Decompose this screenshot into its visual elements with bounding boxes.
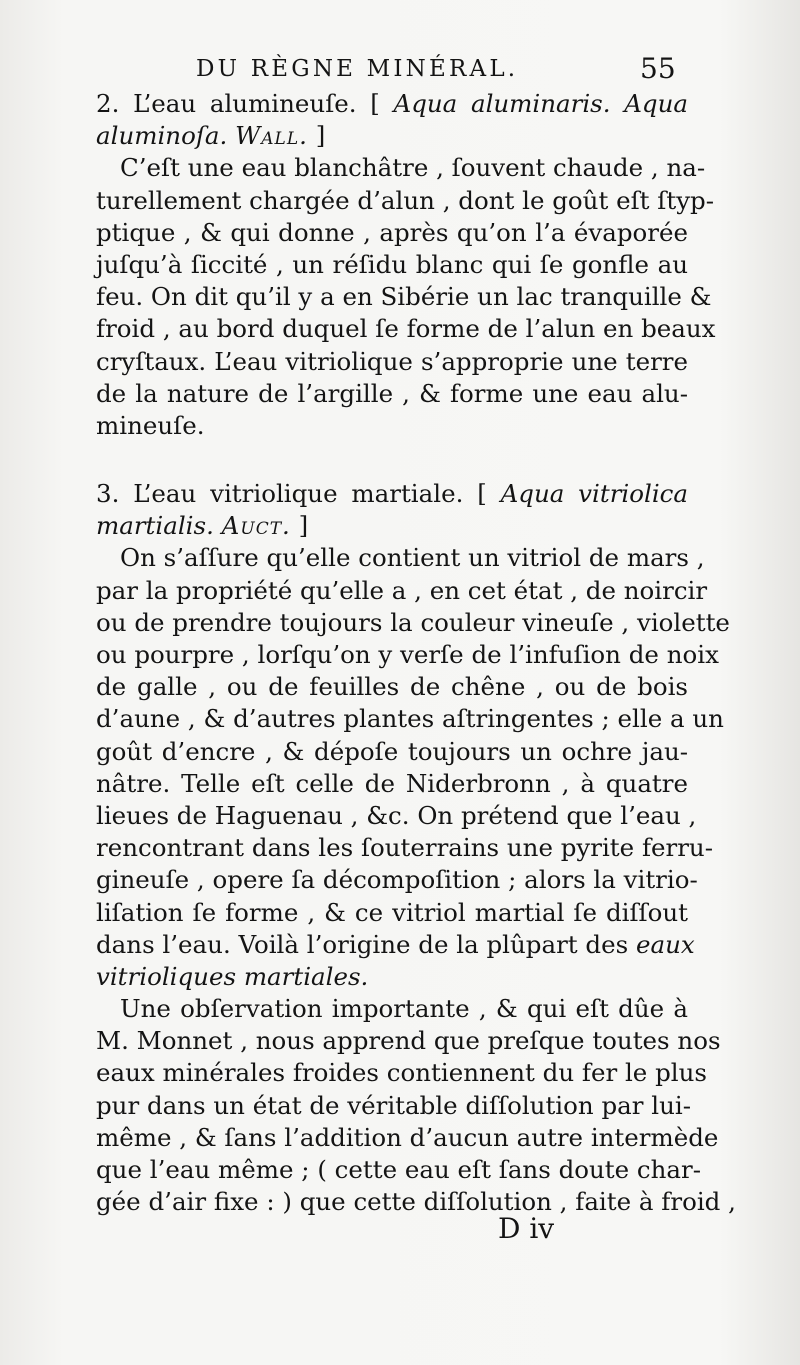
text-line: de la nature de l’argille , & forme une eau alu- bbox=[96, 378, 688, 408]
section-title: L’eau vitriolique martiale. [ bbox=[119, 479, 501, 509]
text-line: turellement chargée d’alun , dont le goût eſt ſtyp- bbox=[96, 185, 715, 215]
text-line: mineuſe. bbox=[96, 410, 205, 440]
running-head: DU RÈGNE MINÉRAL. bbox=[196, 56, 519, 82]
text-line: gineuſe , opere ſa décompoſition ; alors la vitrio- bbox=[96, 865, 698, 895]
text-line: gée d’air fixe : ) que cette diſſolution , faite à froid , bbox=[96, 1187, 736, 1217]
latin-name: aluminoſa. bbox=[96, 121, 228, 151]
text-line-italic: vitrioliques martiales. bbox=[96, 961, 369, 991]
italic-term: eaux bbox=[635, 929, 695, 959]
text-line: cryſtaux. L’eau vitriolique s’approprie une terre bbox=[96, 346, 688, 376]
section-2-heading-cont bbox=[96, 120, 688, 152]
latin-name: Aqua vitriolica bbox=[500, 479, 689, 509]
text-line: lieues de Haguenau , &c. On prétend que l’eau , bbox=[96, 800, 697, 830]
section-number: 3. bbox=[96, 479, 120, 509]
signature-mark: D iv bbox=[498, 1212, 555, 1245]
body-text bbox=[96, 88, 736, 1218]
text-line: liſation ſe forme , & ce vitriol martial ſe diſſout bbox=[96, 897, 688, 927]
text-line: ou de prendre toujours la couleur vineuſe , violette bbox=[96, 607, 730, 637]
text-line: Une obſervation importante , & qui eſt dûe à bbox=[120, 994, 688, 1024]
bracket-close: ] bbox=[290, 511, 309, 541]
bracket-close: ] bbox=[307, 121, 326, 151]
text-line: même , & ſans l’addition d’aucun autre intermède bbox=[96, 1122, 719, 1152]
section-title: L’eau alumineuſe. [ bbox=[119, 89, 394, 118]
text-line: C’eſt une eau blanchâtre , ſouvent chaude , na- bbox=[120, 153, 706, 183]
text-line: nâtre. Telle eſt celle de Niderbronn , à quatre bbox=[96, 768, 688, 798]
text-line: On s’aſſure qu’elle contient un vitriol de mars , bbox=[120, 543, 705, 573]
latin-name: Aqua aluminaris. Aqua bbox=[393, 89, 688, 118]
author-abbrev: Auct. bbox=[221, 511, 291, 541]
text-line: froid , au bord duquel ſe forme de l’alun en beaux bbox=[96, 314, 716, 344]
section-spacer bbox=[96, 442, 688, 478]
text-line: ou pourpre , lorſqu’on y verſe de l’infuſion de noix bbox=[96, 640, 719, 669]
text-line: M. Monnet , nous apprend que preſque toutes nos bbox=[96, 1026, 721, 1056]
text-line: juſqu’à ſiccité , un réſidu blanc qui ſe gonfle au bbox=[96, 249, 688, 279]
text-line: rencontrant dans les ſouterrains une pyrite ferru- bbox=[96, 833, 713, 863]
text-line: goût d’encre , & dépoſe toujours un ochre jau- bbox=[96, 736, 688, 766]
text-line: que l’eau même ; ( cette eau eſt ſans doute char- bbox=[96, 1155, 702, 1184]
page-number: 55 bbox=[640, 52, 676, 85]
text-line: pur dans un état de véritable diſſolution par lui- bbox=[96, 1090, 691, 1120]
text-line: de galle , ou de feuilles de chêne , ou de bois bbox=[96, 672, 688, 702]
text-line-with-italic bbox=[96, 929, 695, 961]
latin-name: martialis. bbox=[96, 511, 214, 541]
section-3-heading-cont bbox=[96, 510, 688, 542]
text-line: d’aune , & d’autres plantes aſtringentes ; elle a un bbox=[96, 704, 724, 734]
text-line: par la propriété qu’elle a , en cet état , de noircir bbox=[96, 575, 708, 605]
section-2-heading bbox=[96, 88, 688, 120]
text-line: ptique , & qui donne , après qu’on l’a évaporée bbox=[96, 217, 688, 247]
section-3-heading bbox=[96, 478, 688, 510]
page-header bbox=[0, 52, 800, 92]
text-segment: dans l’eau. Voilà l’origine de la plûpart des bbox=[96, 929, 629, 959]
section-number: 2. bbox=[96, 89, 120, 118]
author-abbrev: Wall. bbox=[235, 121, 308, 151]
text-line: feu. On dit qu’il y a en Sibérie un lac tranquille & bbox=[96, 282, 712, 312]
text-line: eaux minérales froides contiennent du fer le plus bbox=[96, 1058, 707, 1088]
